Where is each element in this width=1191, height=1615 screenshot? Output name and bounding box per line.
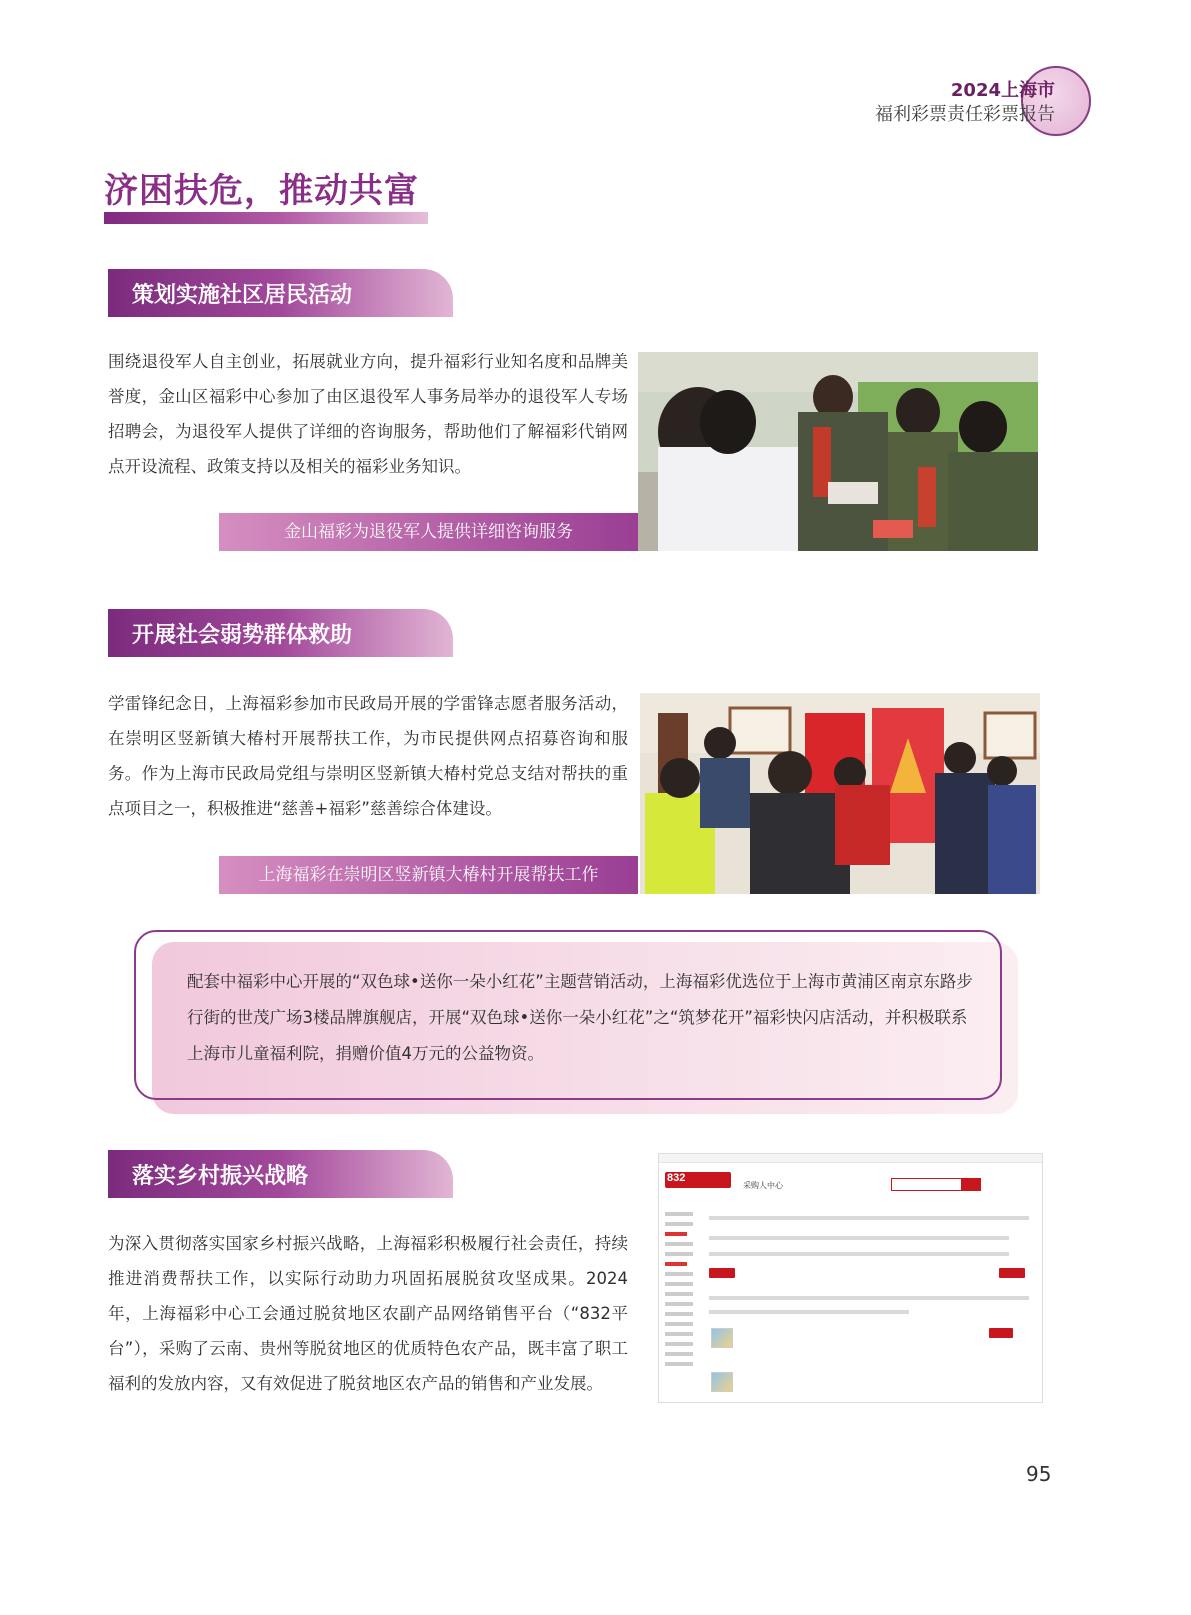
- screenshot-query-button: [709, 1268, 735, 1278]
- screenshot-tab-row: [709, 1216, 1029, 1220]
- report-badge: [813, 72, 1073, 134]
- section-header-community-activity: [108, 269, 453, 317]
- screenshot-topbar: [659, 1154, 1042, 1163]
- section-header-rural-revitalization: [108, 1150, 453, 1198]
- village-assistance-photo: [640, 693, 1040, 894]
- report-name: 福利彩票责任彩票报告: [875, 104, 1055, 125]
- screenshot-product-image: [711, 1328, 733, 1348]
- screenshot-export-button: [999, 1268, 1025, 1278]
- section-heading: 落实乡村振兴战略: [132, 1164, 309, 1189]
- section-header-vulnerable-groups: [108, 609, 453, 657]
- section-heading: 策划实施社区居民活动: [132, 283, 353, 308]
- report-year-city: 2024上海市: [950, 80, 1055, 101]
- screenshot-filter-row: [709, 1252, 1009, 1256]
- screenshot-filter-row: [709, 1236, 1009, 1240]
- title-underline: [104, 212, 428, 224]
- section-heading: 开展社会弱势群体救助: [132, 623, 353, 648]
- photo-caption: 上海福彩在崇明区竖新镇大椿村开展帮扶工作: [219, 856, 638, 894]
- screenshot-search-button: [961, 1178, 981, 1191]
- screenshot-center-title: 采购人中心: [743, 1181, 783, 1190]
- veteran-consultation-photo: [638, 352, 1038, 551]
- screenshot-table-header: [709, 1296, 1029, 1300]
- page-title: 济困扶危，推动共富: [104, 171, 419, 211]
- photo-caption: 金山福彩为退役军人提供详细咨询服务: [219, 513, 638, 551]
- screenshot-product-image: [711, 1372, 733, 1392]
- section-body-vulnerable-groups: 学雷锋纪念日，上海福彩参加市民政局开展的学雷锋志愿者服务活动，在崇明区竖新镇大椿村开展帮扶工作，为市民提供网点招募咨询和服务。作为上海市民政局党组与崇明区竖新镇大椿村党总支结对帮扶的重点项目之一，积极推进“慈善+福彩”慈善综合体建设。: [108, 694, 628, 818]
- page-number: 95: [1026, 1462, 1052, 1486]
- screenshot-sidebar: [665, 1206, 703, 1372]
- section-body-community-activity: 围绕退役军人自主创业，拓展就业方向，提升福彩行业知名度和品牌美誉度，金山区福彩中心参加了由区退役军人事务局举办的退役军人专场招聘会，为退役军人提供了详细的咨询服务，帮助他们了解福彩代销网点开设流程、政策支持以及相关的福彩业务知识。: [108, 352, 628, 476]
- section-body-rural-revitalization: 为深入贯彻落实国家乡村振兴战略，上海福彩积极履行社会责任，持续推进消费帮扶工作，以实际行动助力巩固拓展脱贫攻坚成果。2024年，上海福彩中心工会通过脱贫地区农副产品网络销售平台（“832平台”），采购了云南、贵州等脱贫地区的优质特色农产品，既丰富了职工福利的发放内容，又有效促进了脱贫地区农产品的销售和产业发展。: [108, 1234, 628, 1393]
- 832-platform-screenshot: [658, 1153, 1043, 1403]
- screenshot-action-button: [989, 1328, 1013, 1338]
- 832-logo-text: 832: [667, 1172, 686, 1184]
- highlight-text: 配套中福彩中心开展的“双色球•送你一朵小红花”主题营销活动，上海福彩优选位于上海市黄浦区南京东路步行街的世茂广场3楼品牌旗舰店，开展“双色球•送你一朵小红花”之“筑梦花开”福彩快闪店活动，并积极联系上海市儿童福利院，捐赠价值4万元的公益物资。: [187, 972, 973, 1063]
- screenshot-order-row: [709, 1310, 909, 1314]
